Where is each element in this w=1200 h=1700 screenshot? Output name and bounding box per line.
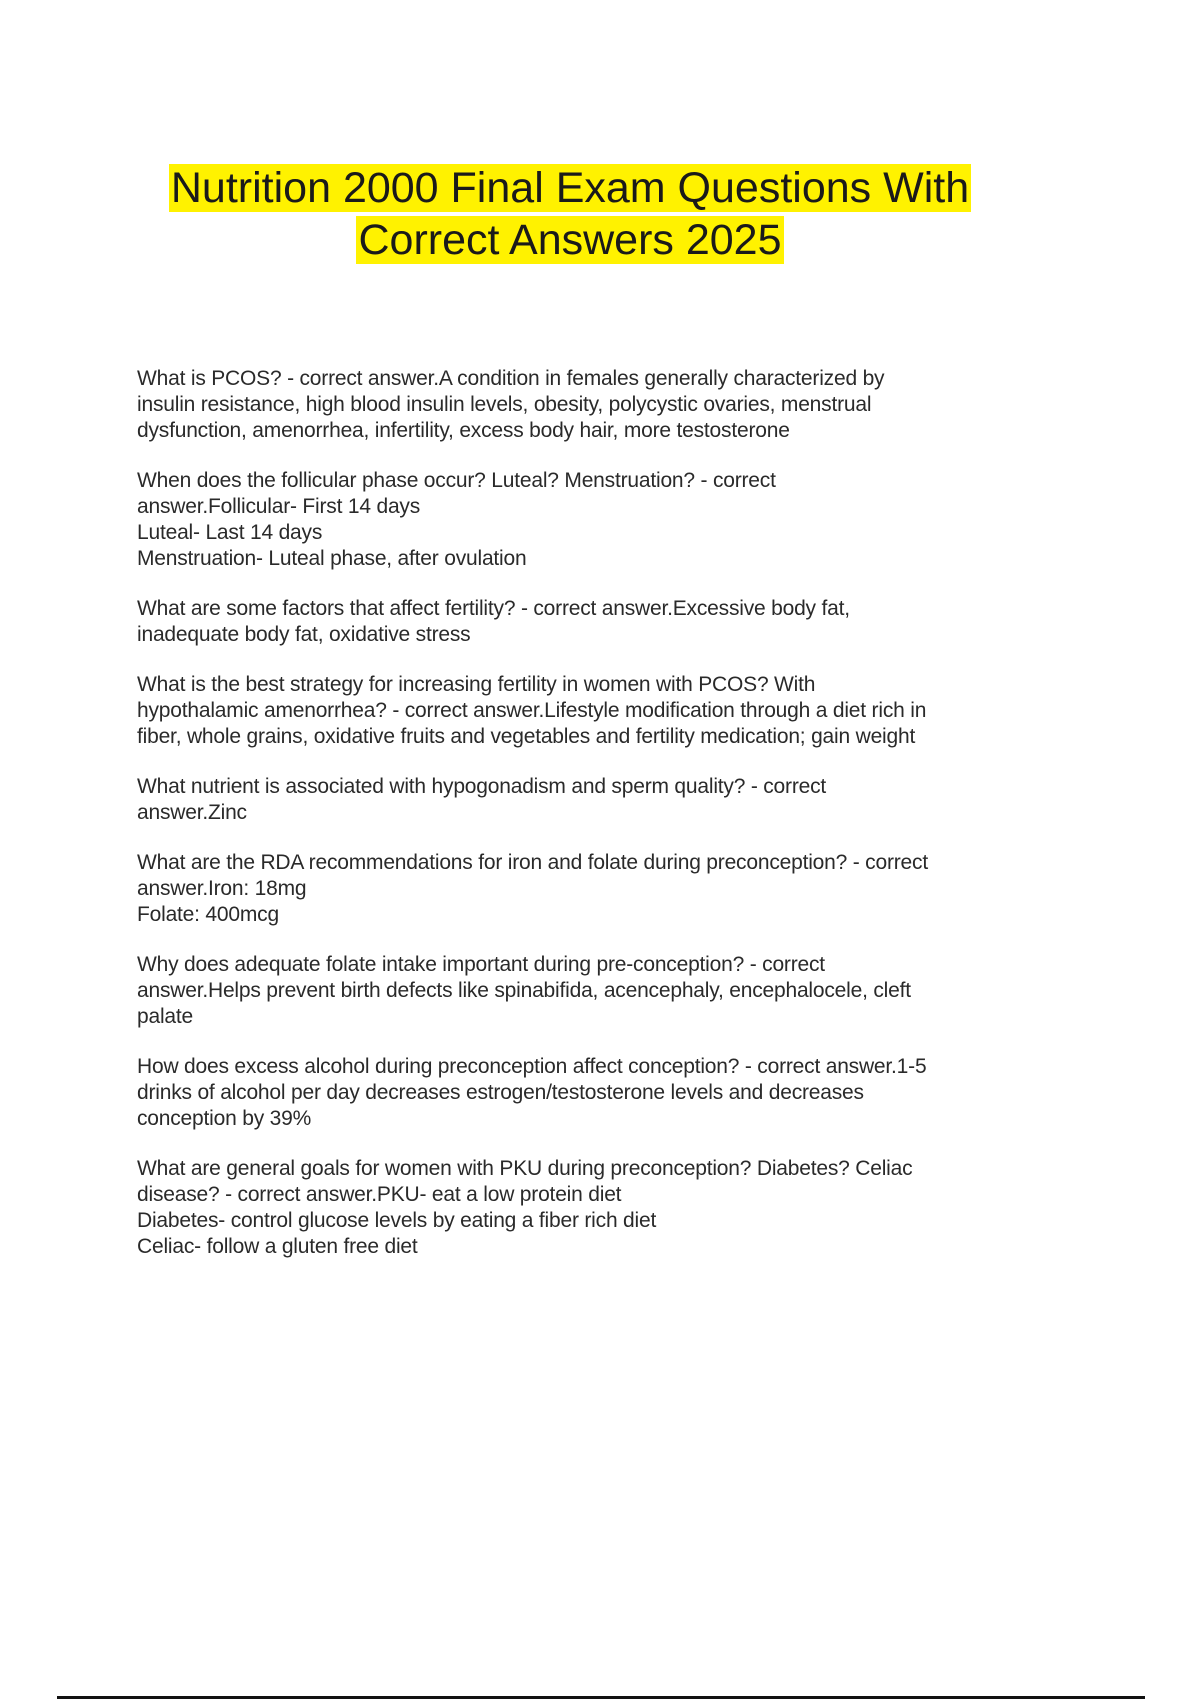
qa-line: What is PCOS? - correct answer.A condition in females generally characterized by <box>137 367 885 390</box>
qa-line: How does excess alcohol during preconception affect conception? - correct answer.1-5 <box>137 1055 927 1078</box>
qa-line: Why does adequate folate intake important during pre-conception? - correct <box>137 953 825 976</box>
qa-line: Folate: 400mcg <box>137 903 279 926</box>
qa-item <box>137 850 1097 928</box>
title-line: Nutrition 2000 Final Exam Questions With <box>170 164 970 212</box>
qa-line: Luteal- Last 14 days <box>137 521 323 544</box>
page-bottom-rule <box>57 1696 1145 1699</box>
qa-line: What are some factors that affect fertility? - correct answer.Excessive body fat, <box>137 597 850 620</box>
qa-line: palate <box>137 1005 194 1028</box>
qa-item <box>137 1156 1097 1260</box>
qa-item <box>137 1054 1097 1132</box>
qa-item <box>137 952 1097 1030</box>
qa-line: Diabetes- control glucose levels by eating a fiber rich diet <box>137 1209 657 1232</box>
qa-line: hypothalamic amenorrhea? - correct answer.Lifestyle modification through a diet rich in <box>137 699 927 722</box>
qa-line: conception by 39% <box>137 1107 312 1130</box>
qa-line: drinks of alcohol per day decreases estrogen/testosterone levels and decreases <box>137 1081 864 1104</box>
qa-line: answer.Helps prevent birth defects like spinabifida, acencephaly, encephalocele, cleft <box>137 979 911 1002</box>
qa-list <box>137 366 1097 1284</box>
qa-line: What nutrient is associated with hypogonadism and sperm quality? - correct <box>137 775 827 798</box>
qa-line: When does the follicular phase occur? Luteal? Menstruation? - correct <box>137 469 776 492</box>
qa-line: dysfunction, amenorrhea, infertility, excess body hair, more testosterone <box>137 419 790 442</box>
document-title <box>0 162 1140 266</box>
qa-line: What are general goals for women with PKU during preconception? Diabetes? Celiac <box>137 1157 913 1180</box>
qa-item <box>137 672 1097 750</box>
qa-item <box>137 468 1097 572</box>
qa-line: What is the best strategy for increasing fertility in women with PCOS? With <box>137 673 816 696</box>
title-line: Correct Answers 2025 <box>358 216 782 264</box>
qa-line: answer.Iron: 18mg <box>137 877 307 900</box>
qa-item <box>137 366 1097 444</box>
qa-line: answer.Zinc <box>137 801 247 824</box>
qa-line: insulin resistance, high blood insulin levels, obesity, polycystic ovaries, menstrual <box>137 393 872 416</box>
qa-item <box>137 774 1097 826</box>
qa-line: inadequate body fat, oxidative stress <box>137 623 471 646</box>
qa-line: Celiac- follow a gluten free diet <box>137 1235 418 1258</box>
qa-line: fiber, whole grains, oxidative fruits and vegetables and fertility medication; gain weight <box>137 725 916 748</box>
qa-line: What are the RDA recommendations for iron and folate during preconception? - correct <box>137 851 928 874</box>
qa-item <box>137 596 1097 648</box>
qa-line: Menstruation- Luteal phase, after ovulation <box>137 547 527 570</box>
qa-line: disease? - correct answer.PKU- eat a low protein diet <box>137 1183 622 1206</box>
qa-line: answer.Follicular- First 14 days <box>137 495 421 518</box>
